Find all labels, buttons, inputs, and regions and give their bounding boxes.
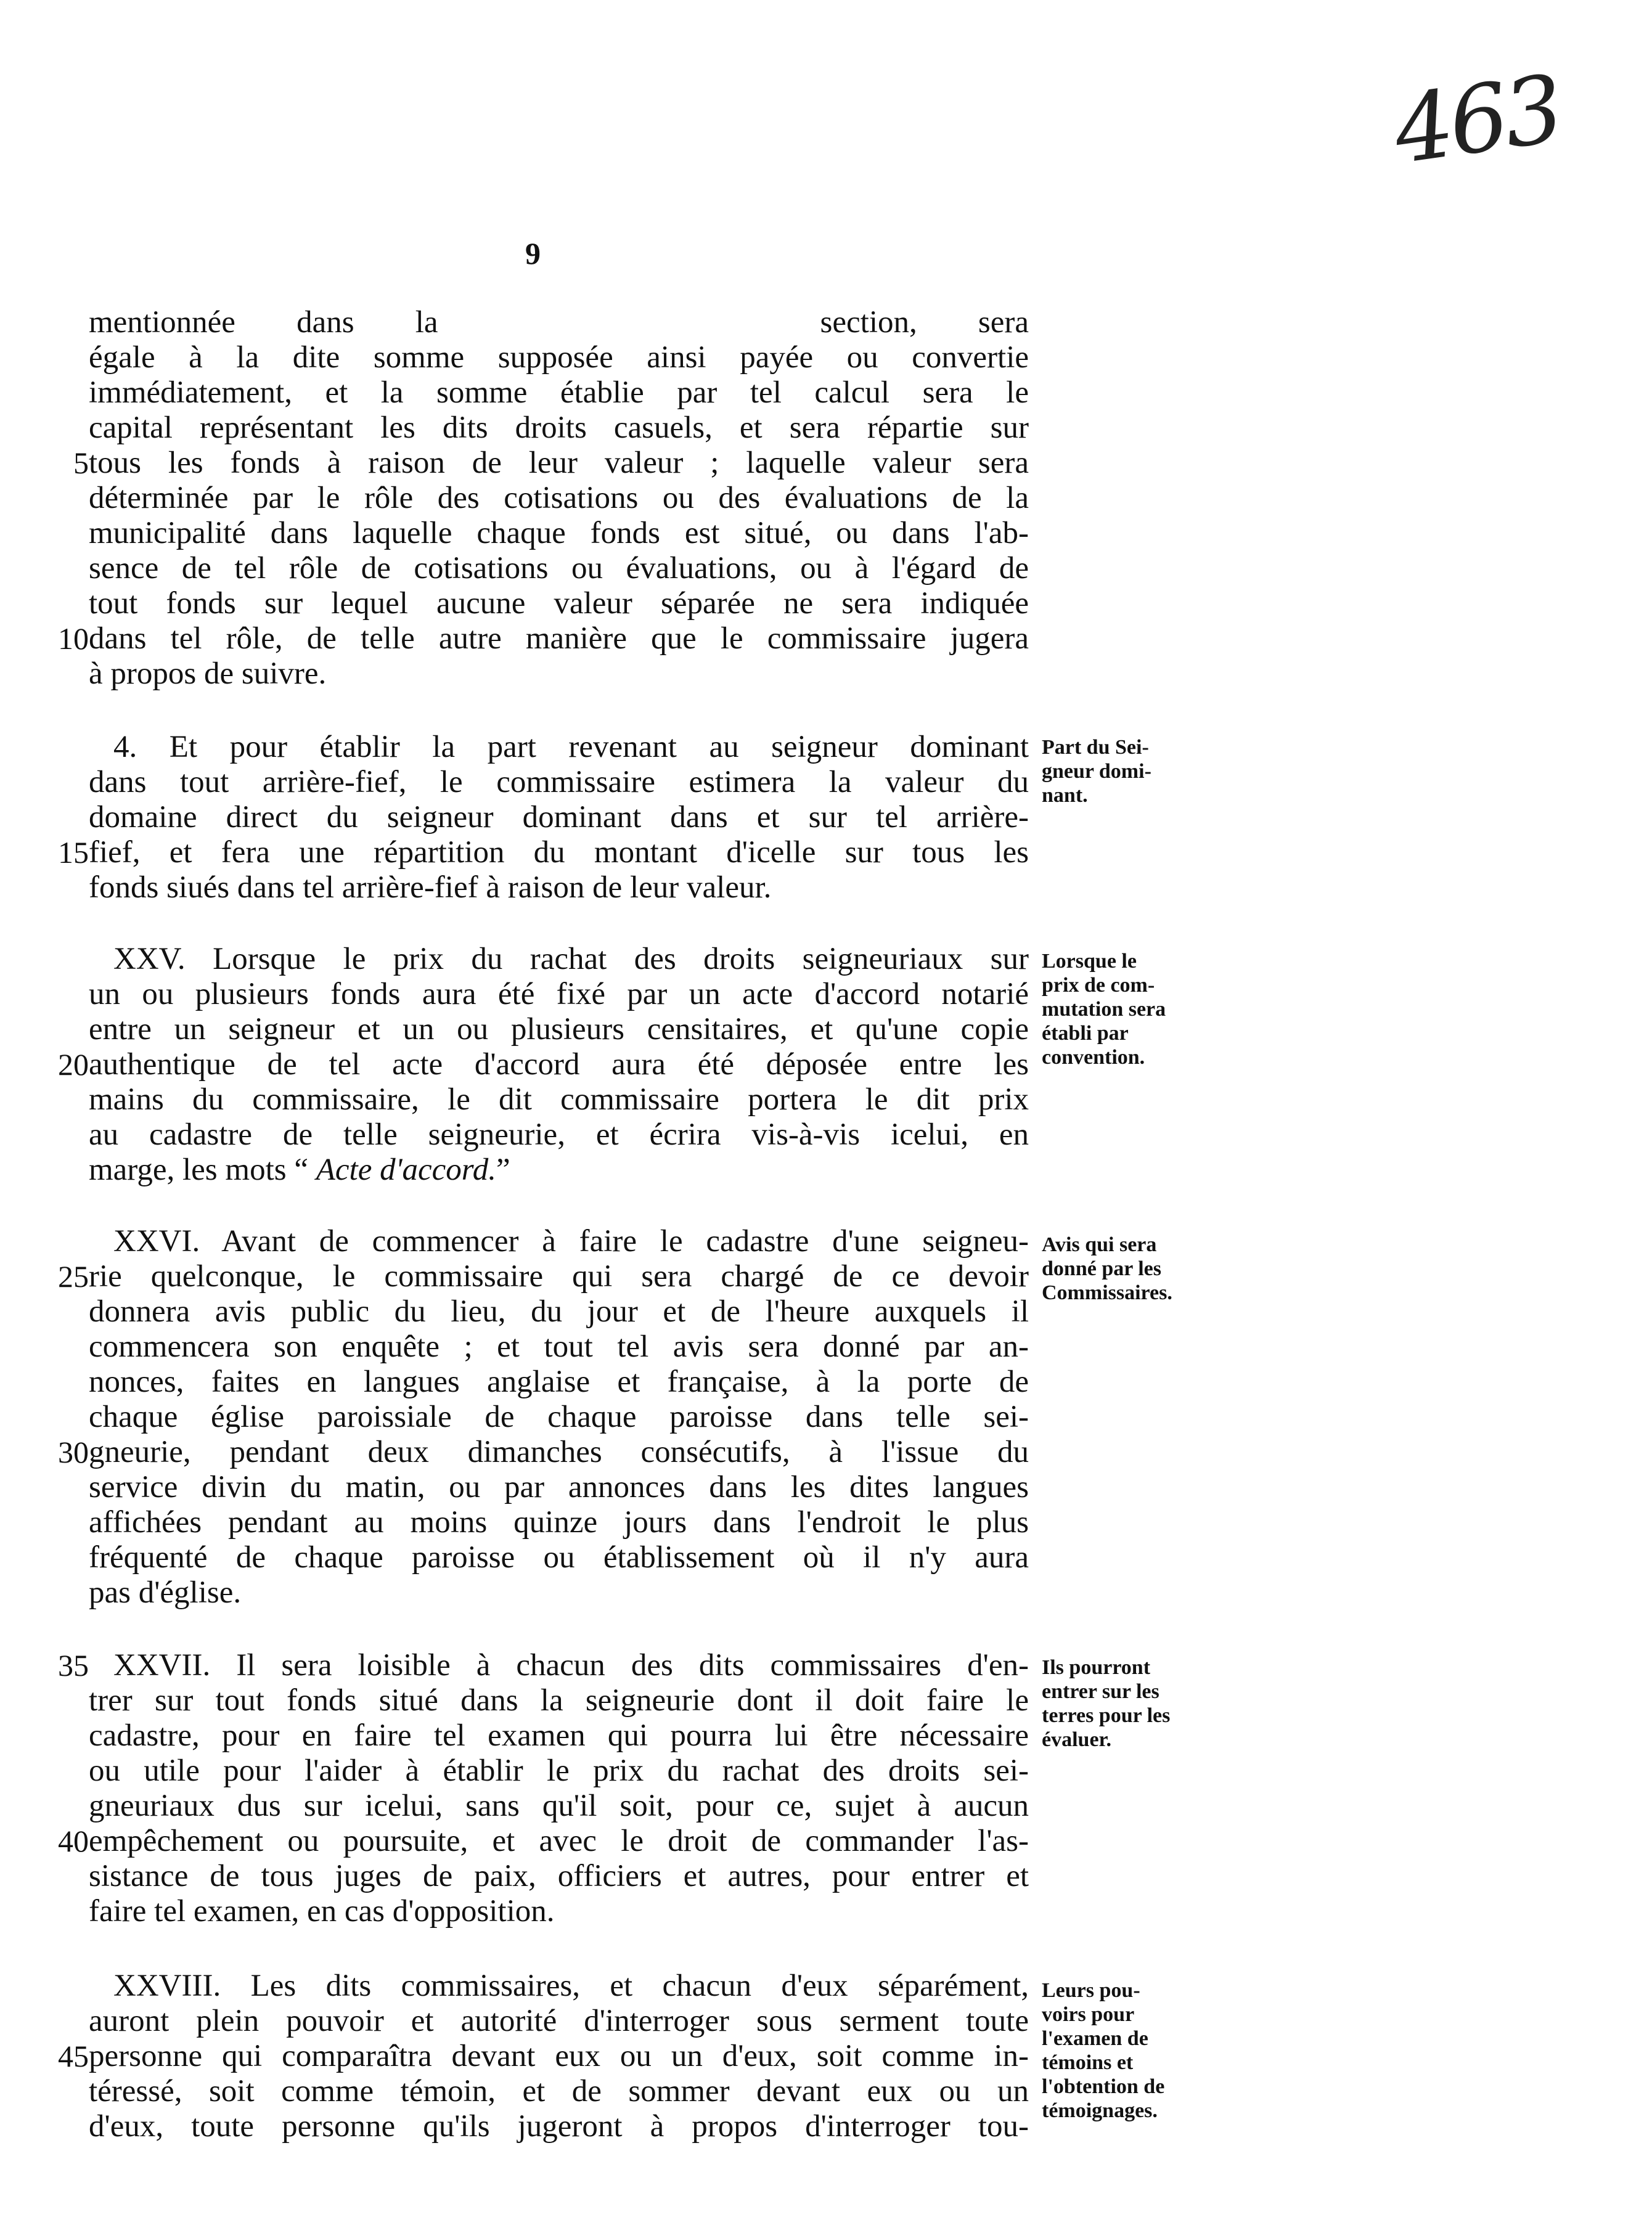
text-line: immédiatement, et la somme établie par tel calcul sera le	[89, 375, 1029, 410]
text-line: sence de tel rôle de cotisations ou évaluations, ou à l'égard de	[89, 551, 1029, 586]
line-number: 20	[58, 1047, 89, 1082]
text-line: domaine direct du seigneur dominant dans et sur tel arrière-	[89, 800, 1029, 835]
page-number: 9	[525, 236, 541, 271]
text-line: dans tel rôle, de telle autre manière que le commissaire jugera	[89, 621, 1029, 656]
text-line: pas d'église.	[89, 1575, 242, 1610]
text-line: fonds siués dans tel arrière-fief à raison de leur valeur.	[89, 870, 772, 905]
text-line: à propos de suivre.	[89, 656, 327, 691]
text-line: sistance de tous juges de paix, officiers et autres, pour entrer et	[89, 1859, 1029, 1893]
text-line: donnera avis public du lieu, du jour et de l'heure auxquels il	[89, 1294, 1029, 1329]
text-line: fréquenté de chaque paroisse ou établissement où il n'y aura	[89, 1540, 1029, 1575]
line-number: 40	[58, 1824, 89, 1858]
text-line: déterminée par le rôle des cotisations ou des évaluations de la	[89, 481, 1029, 515]
text-line: un ou plusieurs fonds aura été fixé par un acte d'accord notarié	[89, 977, 1029, 1011]
text-line: XXV. Lorsque le prix du rachat des droits seigneuriaux sur	[113, 942, 1029, 976]
text-line: gneurie, pendant deux dimanches consécutifs, à l'issue du	[89, 1435, 1029, 1469]
text-line: affichées pendant au moins quinze jours dans l'endroit le plus	[89, 1505, 1029, 1540]
line-number: 35	[58, 1648, 89, 1683]
line-number: 45	[58, 2039, 89, 2073]
text-line: faire tel examen, en cas d'opposition.	[89, 1894, 555, 1929]
text-line: authentique de tel acte d'accord aura été déposée entre les	[89, 1047, 1029, 1082]
line-number: 10	[58, 621, 89, 656]
text-line: au cadastre de telle seigneurie, et écrira vis-à-vis icelui, en	[89, 1117, 1029, 1152]
text-line: XXVII. Il sera loisible à chacun des dits commissaires d'en-	[113, 1648, 1029, 1683]
text-line: 4. Et pour établir la part revenant au seigneur dominant	[113, 730, 1029, 764]
text-line: chaque église paroissiale de chaque paroisse dans telle sei-	[89, 1400, 1029, 1434]
text-line: ou utile pour l'aider à établir le prix du rachat des droits sei-	[89, 1753, 1029, 1788]
line-number: 5	[73, 446, 89, 480]
text-line: fief, et fera une répartition du montant d'icelle sur tous les	[89, 835, 1029, 870]
text-line: mentionnée dans la section, sera	[89, 305, 1029, 340]
text-line: tout fonds sur lequel aucune valeur séparée ne sera indiquée	[89, 586, 1029, 621]
text-line: XXVI. Avant de commencer à faire le cadastre d'une seigneu-	[113, 1224, 1029, 1259]
margin-note: Part du Sei- gneur domi- nant.	[1042, 736, 1151, 807]
margin-note: Avis qui sera donné par les Commissaires.	[1042, 1233, 1172, 1304]
text-line: tous les fonds à raison de leur valeur ; laquelle valeur sera	[89, 446, 1029, 480]
text-line: personne qui comparaîtra devant eux ou un d'eux, soit comme in-	[89, 2039, 1029, 2073]
line-number: 25	[58, 1259, 89, 1294]
text-line: auront plein pouvoir et autorité d'interroger sous serment toute	[89, 2004, 1029, 2038]
text-line: téressé, soit comme témoin, et de sommer devant eux ou un	[89, 2074, 1029, 2108]
text-line: service divin du matin, ou par annonces dans les dites langues	[89, 1470, 1029, 1504]
text-line: entre un seigneur et un ou plusieurs censitaires, et qu'une copie	[89, 1012, 1029, 1047]
text-line: municipalité dans laquelle chaque fonds est situé, ou dans l'ab-	[89, 516, 1029, 550]
text-line: mains du commissaire, le dit commissaire portera le dit prix	[89, 1082, 1029, 1117]
text-line: dans tout arrière-fief, le commissaire estimera la valeur du	[89, 765, 1029, 799]
margin-note: Lorsque le prix de com- mutation sera établi par convention.	[1042, 950, 1166, 1069]
text-line: commencera son enquête ; et tout tel avis sera donné par an-	[89, 1329, 1029, 1364]
margin-note: Ils pourront entrer sur les terres pour les évaluer.	[1042, 1656, 1171, 1751]
text-line: trer sur tout fonds situé dans la seigneurie dont il doit faire le	[89, 1683, 1029, 1718]
folio-number: 463	[1387, 55, 1566, 185]
line-number: 15	[58, 835, 89, 870]
text-line: XXVIII. Les dits commissaires, et chacun d'eux séparément,	[113, 1969, 1029, 2003]
line-number: 30	[58, 1435, 89, 1469]
text-line: rie quelconque, le commissaire qui sera chargé de ce devoir	[89, 1259, 1029, 1294]
text-line: nonces, faites en langues anglaise et française, à la porte de	[89, 1365, 1029, 1399]
margin-note: Leurs pou- voirs pour l'examen de témoins et l'obtention de témoignages.	[1042, 1979, 1165, 2122]
text-line: empêchement ou poursuite, et avec le droit de commander l'as-	[89, 1824, 1029, 1858]
text-line: gneuriaux dus sur icelui, sans qu'il soit, pour ce, sujet à aucun	[89, 1789, 1029, 1823]
text-line: marge, les mots “ Acte d'accord.”	[89, 1153, 510, 1187]
text-line: d'eux, toute personne qu'ils jugeront à propos d'interroger tou-	[89, 2109, 1029, 2144]
text-line: capital représentant les dits droits casuels, et sera répartie sur	[89, 410, 1029, 445]
text-line: égale à la dite somme supposée ainsi payée ou convertie	[89, 340, 1029, 375]
text-line: cadastre, pour en faire tel examen qui pourra lui être nécessaire	[89, 1718, 1029, 1753]
